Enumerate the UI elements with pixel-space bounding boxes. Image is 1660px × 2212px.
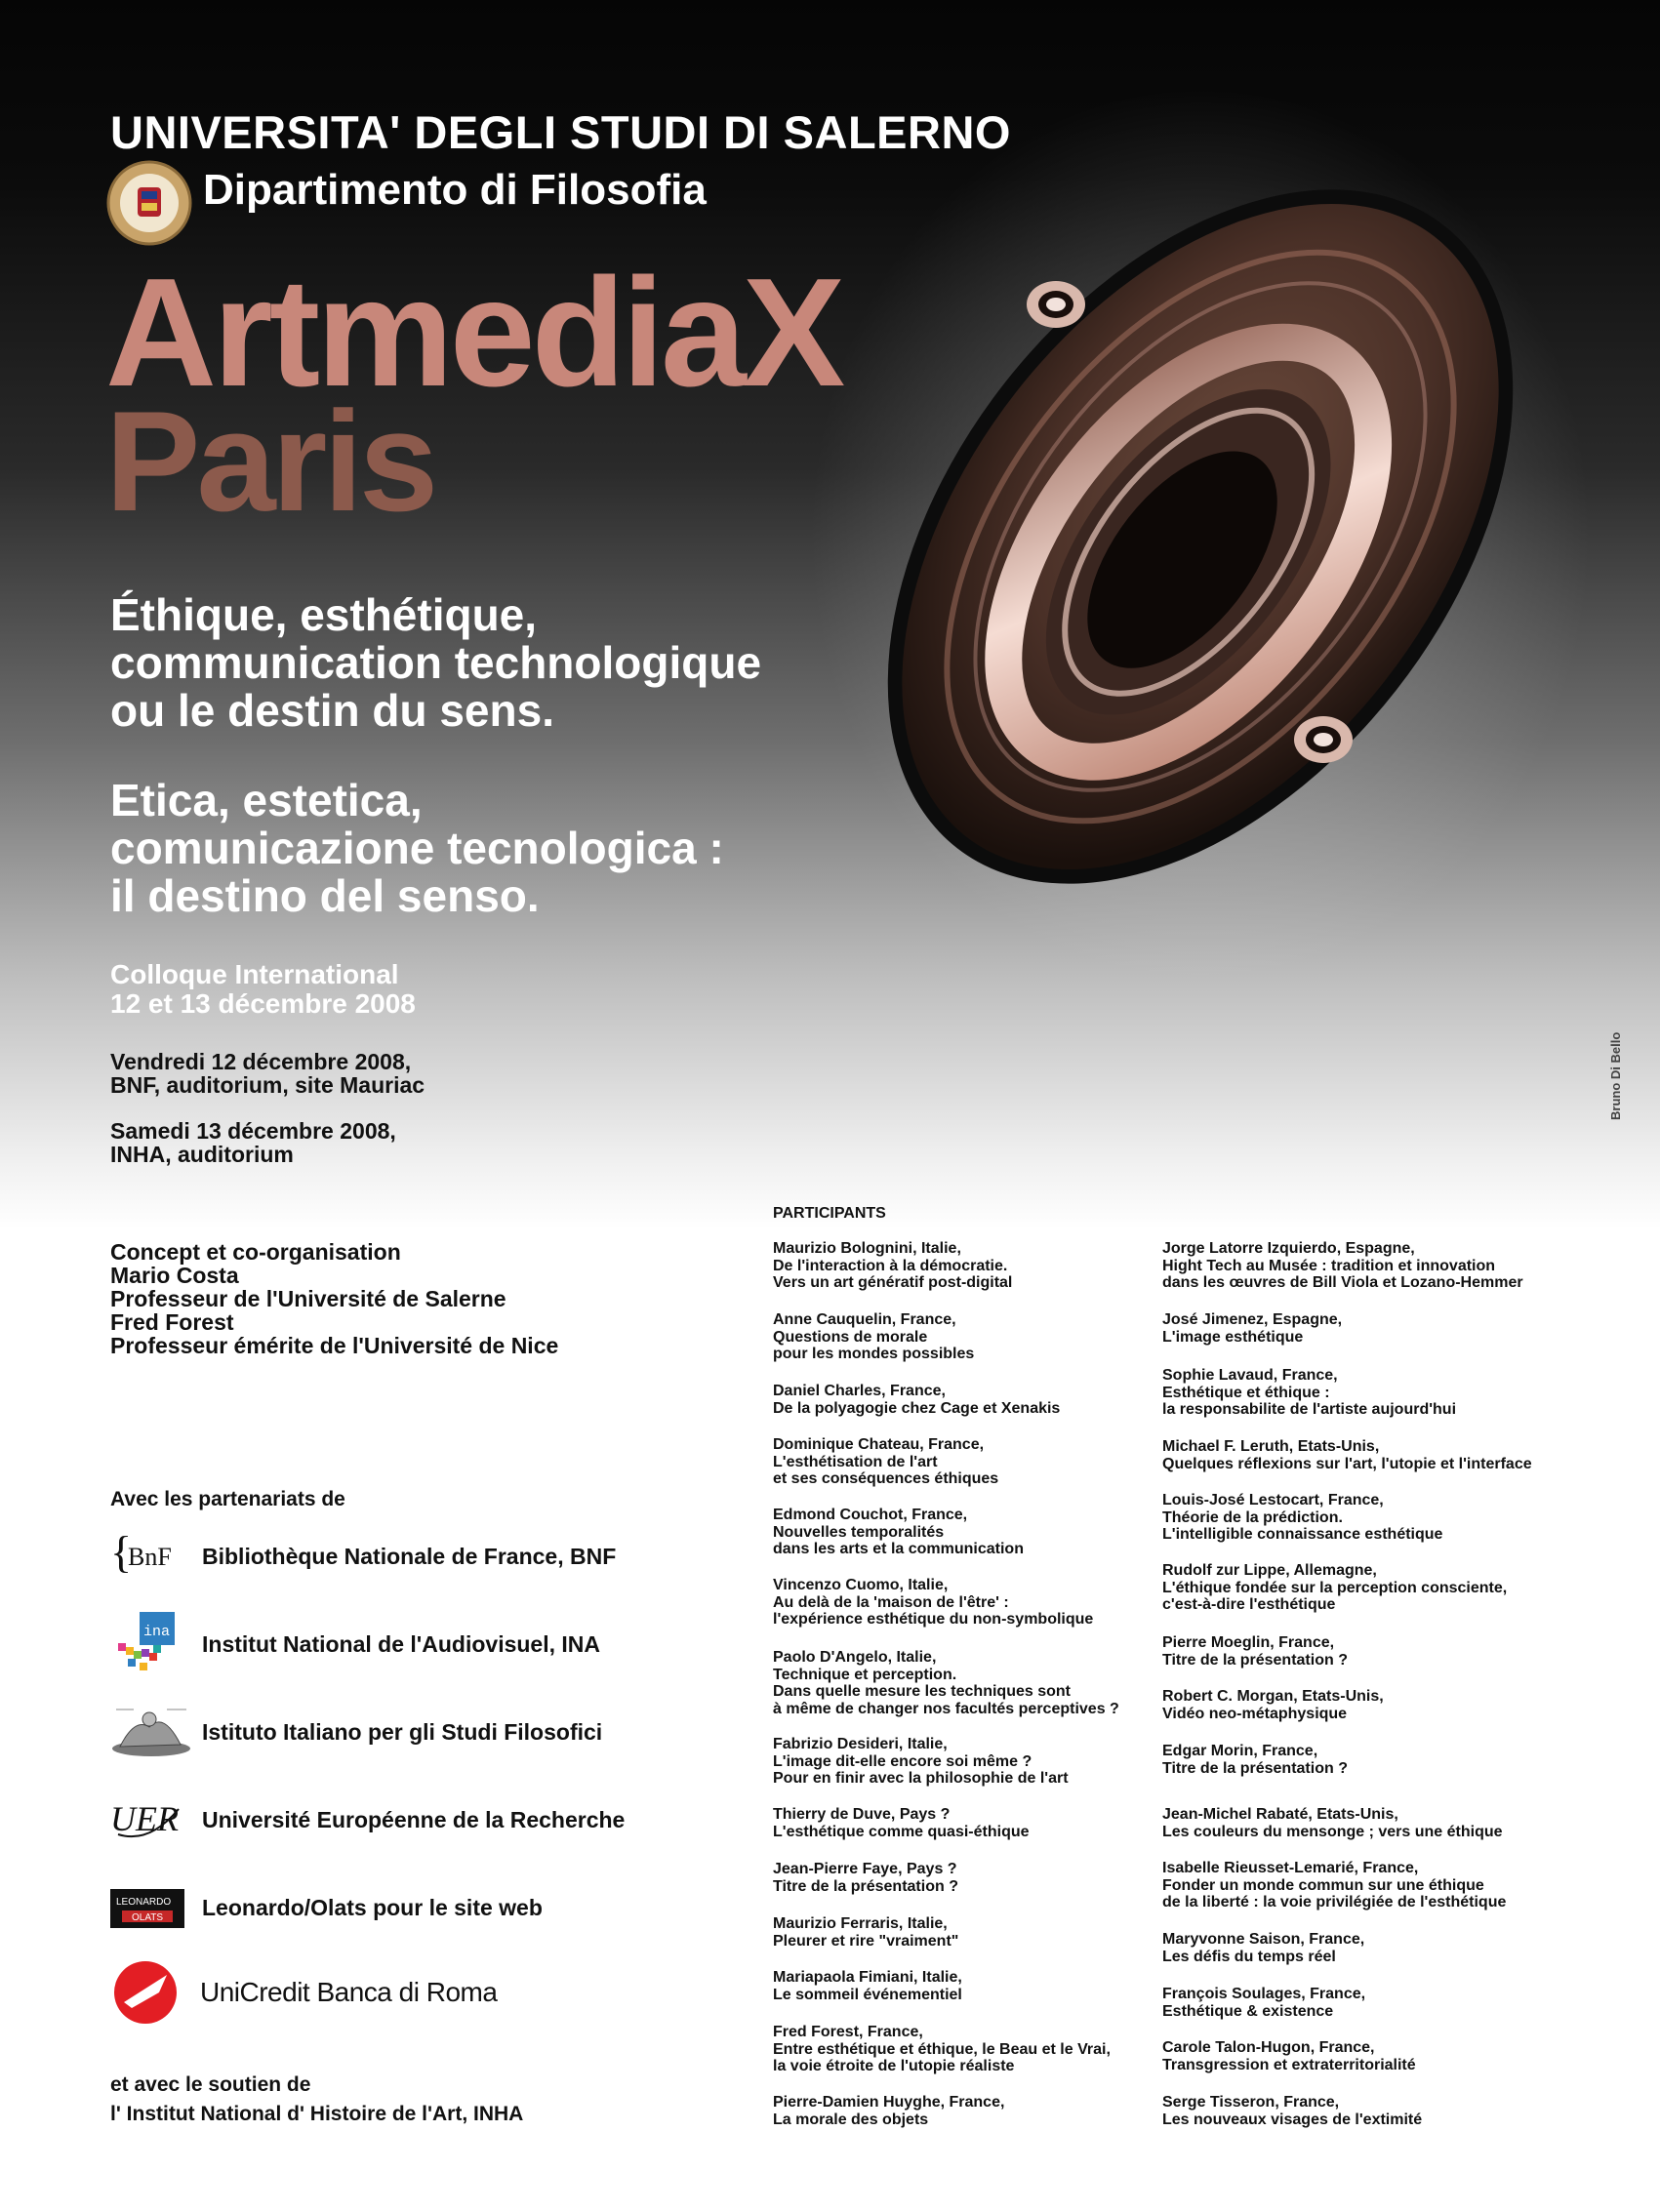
talk-title-line: c'est-à-dire l'esthétique <box>1162 1596 1336 1613</box>
participant-entry <box>773 1507 1024 1558</box>
date-line: Vendredi 12 décembre 2008, <box>110 1049 412 1074</box>
day1-info <box>110 1050 425 1097</box>
talk-title-line: la voie étroite de l'utopie réaliste <box>773 2058 1015 2074</box>
talk-title-line: à même de changer nos facultés perceptives ? <box>773 1700 1119 1717</box>
participant-entry <box>1162 1743 1348 1777</box>
university-name: UNIVERSITA' DEGLI STUDI DI SALERNO <box>110 106 1011 158</box>
talk-title-line: la responsabilite de l'artiste aujourd'hui <box>1162 1401 1457 1418</box>
talk-title-line: Nouvelles temporalités <box>773 1523 945 1541</box>
participant-name: Daniel Charles, France, <box>773 1383 946 1399</box>
concept-line: Fred Forest <box>110 1309 234 1335</box>
participant-entry <box>1162 1240 1523 1292</box>
small-eye-top <box>1027 281 1085 328</box>
participant-name: Dominique Chateau, France, <box>773 1436 985 1453</box>
talk-title-line: De l'interaction à la démocratie. <box>773 1257 1008 1274</box>
participant-entry <box>1162 1438 1532 1472</box>
colloque-line: Colloque International <box>110 959 399 989</box>
participant-entry <box>773 1383 1060 1417</box>
day2-info <box>110 1119 396 1166</box>
talk-title-line: Fonder un monde commun sur une éthique <box>1162 1876 1484 1894</box>
participant-entry <box>1162 1931 1364 1965</box>
participant-name: Carole Talon-Hugon, France, <box>1162 2039 1375 2056</box>
subtitle-italian <box>110 777 724 920</box>
talk-title-line: Titre de la présentation ? <box>1162 1651 1348 1669</box>
participant-name: Pierre-Damien Huyghe, France, <box>773 2094 1005 2111</box>
talk-title-line: et ses conséquences éthiques <box>773 1470 999 1487</box>
participant-name: Maurizio Bolognini, Italie, <box>773 1240 961 1257</box>
participant-entry <box>773 1577 1093 1629</box>
participant-name: Mariapaola Fimiani, Italie, <box>773 1969 962 1986</box>
talk-title-line: Transgression et extraterritorialité <box>1162 2056 1416 2073</box>
svg-text:ina: ina <box>143 1624 171 1640</box>
participant-name: Fred Forest, France, <box>773 2024 923 2040</box>
talk-title-line: dans les arts et la communication <box>773 1541 1024 1557</box>
talk-title-line: Titre de la présentation ? <box>1162 1759 1348 1777</box>
talk-title-line: Dans quelle mesure les techniques sont <box>773 1683 1071 1700</box>
participant-entry <box>773 2024 1111 2075</box>
date-line: INHA, auditorium <box>110 1142 294 1167</box>
participant-entry <box>1162 2039 1416 2073</box>
participant-entry <box>773 1915 958 1950</box>
talk-title-line: Les couleurs du mensonge ; vers une éthique <box>1162 1823 1503 1840</box>
participant-entry <box>1162 1688 1384 1722</box>
university-seal-icon <box>106 160 192 246</box>
participant-entry <box>1162 2094 1422 2128</box>
participant-name: Michael F. Leruth, Etats-Unis, <box>1162 1438 1380 1455</box>
participant-entry <box>1162 1311 1342 1346</box>
participant-name: Pierre Moeglin, France, <box>1162 1634 1335 1651</box>
svg-text:{: { <box>110 1527 133 1577</box>
participant-name: Robert C. Morgan, Etats-Unis, <box>1162 1688 1384 1705</box>
participant-name: Isabelle Rieusset-Lemarié, France, <box>1162 1860 1419 1876</box>
iisf-engraving-icon <box>110 1698 190 1766</box>
participant-entry <box>1162 1634 1348 1669</box>
talk-title-line: pour les mondes possibles <box>773 1346 975 1362</box>
participant-name: Vincenzo Cuomo, Italie, <box>773 1577 949 1593</box>
participant-entry <box>773 1311 974 1363</box>
talk-title-line: Hight Tech au Musée : tradition et innovation <box>1162 1257 1496 1274</box>
participant-name: Jorge Latorre Izquierdo, Espagne, <box>1162 1240 1415 1257</box>
bnf-logo-icon <box>110 1522 190 1590</box>
participant-name: Thierry de Duve, Pays ? <box>773 1806 951 1823</box>
support-line: l' Institut National d' Histoire de l'Art, INHA <box>110 2103 524 2125</box>
support-line: et avec le soutien de <box>110 2073 311 2096</box>
talk-title-line: Esthétique & existence <box>1162 2002 1334 2020</box>
artwork-spiral-ellipse <box>800 78 1600 995</box>
participant-name: Jean-Michel Rabaté, Etats-Unis, <box>1162 1806 1398 1823</box>
partner-name: Université Européenne de la Recherche <box>202 1807 626 1832</box>
talk-title-line: Questions de morale <box>773 1328 928 1346</box>
participant-entry <box>773 1436 998 1488</box>
participant-entry <box>1162 1806 1503 1840</box>
partner-name: UniCredit Banca di Roma <box>200 1977 498 2007</box>
participant-name: José Jimenez, Espagne, <box>1162 1311 1343 1328</box>
talk-title-line: Titre de la présentation ? <box>773 1877 958 1895</box>
date-line: Samedi 13 décembre 2008, <box>110 1118 396 1144</box>
participant-name: Louis-José Lestocart, France, <box>1162 1492 1384 1508</box>
talk-title-line: Vidéo neo-métaphysique <box>1162 1705 1348 1722</box>
talk-title-line: L'éthique fondée sur la perception consciente, <box>1162 1579 1508 1596</box>
talk-title-line: Esthétique et éthique : <box>1162 1384 1330 1401</box>
talk-title-line: La morale des objets <box>773 2111 929 2128</box>
participant-name: Anne Cauquelin, France, <box>773 1311 956 1328</box>
participants-heading: PARTICIPANTS <box>773 1205 886 1222</box>
subtitle-line: il destino del senso. <box>110 870 540 921</box>
participant-entry <box>773 1736 1069 1788</box>
partner-name: Istituto Italiano per gli Studi Filosofici <box>202 1719 603 1745</box>
participant-entry <box>1162 1367 1456 1419</box>
talk-title-line: Le sommeil événementiel <box>773 1986 962 2003</box>
concept-line: Professeur émérite de l'Université de Nice <box>110 1333 559 1358</box>
participant-name: Sophie Lavaud, France, <box>1162 1367 1338 1384</box>
date-line: BNF, auditorium, site Mauriac <box>110 1072 425 1098</box>
participant-name: François Soulages, France, <box>1162 1986 1366 2002</box>
event-title: ArtmediaX <box>105 247 842 419</box>
unicredit-logo-icon <box>110 1957 190 2026</box>
department-name: Dipartimento di Filosofia <box>203 166 707 214</box>
partner-name: Bibliothèque Nationale de France, BNF <box>202 1544 617 1569</box>
subtitle-line: Etica, estetica, <box>110 775 423 825</box>
participant-entry <box>1162 1860 1506 1911</box>
talk-title-line: Les nouveaux visages de l'extimité <box>1162 2111 1423 2128</box>
talk-title-line: De la polyagogie chez Cage et Xenakis <box>773 1399 1061 1417</box>
small-eye-bottom <box>1294 716 1353 763</box>
subtitle-line: comunicazione tecnologica : <box>110 823 724 873</box>
subtitle-line: communication technologique <box>110 637 762 688</box>
talk-title-line: Théorie de la prédiction. <box>1162 1508 1343 1526</box>
colloque-line: 12 et 13 décembre 2008 <box>110 988 416 1019</box>
participant-name: Rudolf zur Lippe, Allemagne, <box>1162 1562 1377 1579</box>
subtitle-line: Éthique, esthétique, <box>110 589 538 640</box>
talk-title-line: Au delà de la 'maison de l'être' : <box>773 1593 1009 1611</box>
participant-entry <box>773 1861 958 1895</box>
uer-logo-icon <box>110 1786 190 1854</box>
talk-title-line: dans les œuvres de Bill Viola et Lozano-Hemmer <box>1162 1274 1523 1291</box>
talk-title-line: Pleurer et rire "vraiment" <box>773 1932 959 1950</box>
talk-title-line: L'intelligible connaissance esthétique <box>1162 1526 1443 1543</box>
support-block <box>110 2071 523 2129</box>
participant-entry <box>773 1240 1012 1292</box>
participant-name: Fabrizio Desideri, Italie, <box>773 1736 948 1752</box>
participant-entry <box>1162 1492 1442 1544</box>
participant-entry <box>1162 1986 1365 2020</box>
partners-heading: Avec les partenariats de <box>110 1488 345 1510</box>
talk-title-line: L'esthétique comme quasi-éthique <box>773 1823 1030 1840</box>
concept-line: Professeur de l'Université de Salerne <box>110 1286 506 1311</box>
talk-title-line: de la liberté : la voie privilégiée de l'esthétique <box>1162 1894 1507 1910</box>
participant-name: Edmond Couchot, France, <box>773 1507 968 1523</box>
talk-title-line: Quelques réflexions sur l'art, l'utopie et l'interface <box>1162 1455 1532 1472</box>
talk-title-line: Vers un art génératif post-digital <box>773 1274 1013 1291</box>
leonardo-logo-icon <box>110 1873 190 1942</box>
talk-title-line: l'expérience esthétique du non-symbolique <box>773 1611 1094 1628</box>
partner-name: Leonardo/Olats pour le site web <box>202 1895 543 1920</box>
talk-title-line: Technique et perception. <box>773 1666 957 1683</box>
colloque-info <box>110 960 416 1019</box>
subtitle-french <box>110 591 761 735</box>
svg-text:LEONARDO: LEONARDO <box>116 1897 172 1908</box>
partner-name: Institut National de l'Audiovisuel, INA <box>202 1631 600 1657</box>
concept-line: Mario Costa <box>110 1263 239 1288</box>
artist-credit: Bruno Di Bello <box>1608 1031 1623 1120</box>
participant-name: Edgar Morin, France, <box>1162 1743 1318 1759</box>
talk-title-line: L'image dit-elle encore soi même ? <box>773 1752 1032 1770</box>
ina-logo-icon <box>110 1610 190 1678</box>
participant-name: Jean-Pierre Faye, Pays ? <box>773 1861 957 1877</box>
talk-title-line: Pour en finir avec la philosophie de l'art <box>773 1770 1069 1787</box>
participant-name: Maryvonne Saison, France, <box>1162 1931 1365 1948</box>
talk-title-line: Entre esthétique et éthique, le Beau et le Vrai, <box>773 2040 1111 2058</box>
svg-text:OLATS: OLATS <box>132 1912 164 1923</box>
participant-entry <box>773 1806 1030 1840</box>
event-city: Paris <box>105 382 435 541</box>
participant-entry <box>1162 1562 1507 1614</box>
participant-entry <box>773 1649 1119 1717</box>
concept-block <box>110 1240 558 1357</box>
svg-text:UER: UER <box>110 1799 179 1838</box>
talk-title-line: L'image esthétique <box>1162 1328 1304 1346</box>
participant-name: Maurizio Ferraris, Italie, <box>773 1915 948 1932</box>
subtitle-line: ou le destin du sens. <box>110 685 554 736</box>
participant-entry <box>773 2094 1004 2128</box>
participant-name: Paolo D'Angelo, Italie, <box>773 1649 937 1666</box>
concept-line: Concept et co-organisation <box>110 1239 401 1265</box>
talk-title-line: L'esthétisation de l'art <box>773 1453 938 1470</box>
participant-entry <box>773 1969 962 2003</box>
svg-text:BnF: BnF <box>128 1543 172 1571</box>
participant-name: Serge Tisseron, France, <box>1162 2094 1340 2111</box>
talk-title-line: Les défis du temps réel <box>1162 1948 1336 1965</box>
